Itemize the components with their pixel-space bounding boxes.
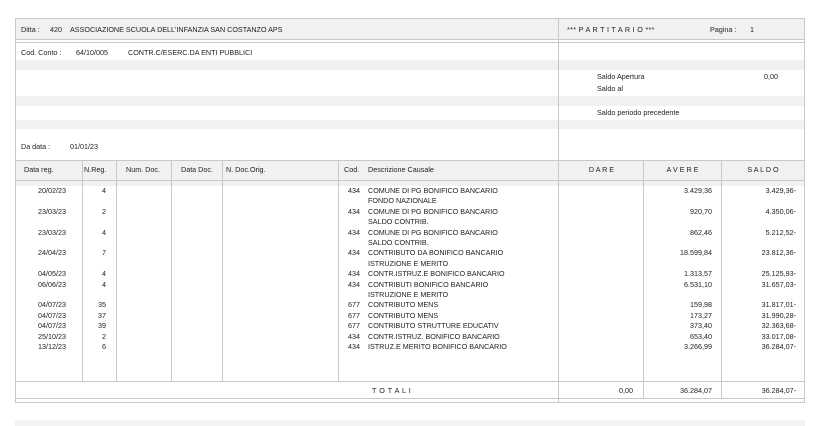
cell-n-reg xyxy=(84,217,106,227)
cell-avere xyxy=(644,259,712,269)
col-cod: Cod. xyxy=(344,165,360,174)
cell-data-reg xyxy=(22,259,66,269)
ditta-name: ASSOCIAZIONE SCUOLA DELL'INFANZIA SAN COSTANZO APS xyxy=(70,25,283,34)
cell-data-reg: 13/12/23 xyxy=(38,342,66,351)
divider xyxy=(558,18,559,403)
cell-desc: SALDO CONTRIB. xyxy=(368,217,429,227)
divider xyxy=(15,39,805,40)
totals-avere: 36.284,07 xyxy=(680,386,712,395)
cell-avere: 3.429,36 xyxy=(684,186,712,195)
cell-avere xyxy=(644,238,712,248)
cell-n-reg: 4 xyxy=(102,269,106,279)
cell-data-reg: 25/10/23 xyxy=(38,331,66,341)
cell-saldo xyxy=(722,259,796,269)
cell-data-reg: 04/07/23 xyxy=(38,310,66,320)
cell-cod xyxy=(340,217,360,227)
cell-dare xyxy=(560,207,633,217)
cell-data-reg: 04/07/23 xyxy=(38,300,66,310)
cell-n-reg: 4 xyxy=(102,186,106,195)
cell-saldo: 31.657,03- xyxy=(761,279,796,289)
cell-avere: 1.313,57 xyxy=(684,269,712,279)
cell-saldo: 36.284,07- xyxy=(761,342,796,351)
cell-dare xyxy=(560,332,633,342)
col-data-reg: Data reg. xyxy=(24,165,54,174)
cell-avere: 653,40 xyxy=(690,331,712,341)
cell-n-reg xyxy=(84,196,106,206)
divider xyxy=(15,381,805,382)
cell-saldo: 31.990,28- xyxy=(761,310,796,320)
cell-dare xyxy=(560,217,633,227)
cell-cod: 434 xyxy=(348,342,360,351)
cell-n-reg: 6 xyxy=(102,342,106,351)
cell-cod: 434 xyxy=(348,248,360,258)
cell-desc: ISTRUZIONE E MERITO xyxy=(368,290,449,299)
cell-dare xyxy=(560,280,633,290)
cell-data-reg: 04/05/23 xyxy=(38,269,66,279)
cell-n-reg xyxy=(84,290,106,300)
cell-desc: CONTRIBUTO MENS xyxy=(368,300,439,310)
saldo-al-label: Saldo al xyxy=(597,84,623,93)
col-data-doc: Data Doc. xyxy=(181,165,213,174)
cell-avere: 6.531,10 xyxy=(684,279,712,289)
cell-n-reg: 39 xyxy=(98,321,106,331)
cell-dare xyxy=(560,321,633,331)
cell-desc: CONTRIBUTO MENS xyxy=(368,310,439,320)
cell-n-reg: 37 xyxy=(98,310,106,320)
cell-data-reg xyxy=(22,217,66,227)
cell-desc: CONTRIBUTO STRUTTURE EDUCATIV xyxy=(368,321,499,331)
band xyxy=(16,120,804,129)
report-title: *** P A R T I T A R I O *** xyxy=(567,25,655,34)
cell-saldo: 4.350,06- xyxy=(765,206,796,216)
cell-n-reg: 7 xyxy=(102,248,106,258)
cell-avere: 18.599,84 xyxy=(680,248,712,258)
da-data-label: Da data : xyxy=(21,142,51,151)
cell-saldo xyxy=(722,196,796,206)
col-num-doc: Num. Doc. xyxy=(126,165,160,174)
cell-cod: 677 xyxy=(348,310,360,320)
totals-saldo: 36.284,07- xyxy=(761,386,796,395)
divider xyxy=(15,42,805,43)
cell-cod xyxy=(340,196,360,206)
cell-data-reg: 04/07/23 xyxy=(38,321,66,331)
divider xyxy=(82,160,83,381)
cell-cod: 434 xyxy=(348,186,360,195)
cell-dare xyxy=(560,300,633,310)
saldo-apertura-label: Saldo Apertura xyxy=(597,72,645,81)
cell-n-reg xyxy=(84,238,106,248)
cell-data-reg xyxy=(22,196,66,206)
cell-avere: 3.266,99 xyxy=(684,342,712,351)
cell-cod xyxy=(340,259,360,269)
cell-n-reg xyxy=(84,259,106,269)
cell-data-reg xyxy=(22,238,66,248)
cell-desc: ISTRUZIONE E MERITO xyxy=(368,258,449,268)
band xyxy=(16,96,804,106)
saldo-apertura-value: 0,00 xyxy=(764,72,778,81)
cell-dare xyxy=(560,269,633,279)
cell-dare xyxy=(560,228,633,238)
cell-cod xyxy=(340,290,360,300)
cell-saldo xyxy=(722,217,796,227)
cell-data-reg: 06/06/23 xyxy=(38,279,66,289)
account-name: CONTR.C/ESERC.DA ENTI PUBBLICI xyxy=(128,48,253,57)
cell-saldo: 32.363,68- xyxy=(761,321,796,331)
cell-avere: 920,70 xyxy=(690,206,712,216)
cell-avere xyxy=(644,196,712,206)
cell-saldo xyxy=(722,238,796,248)
cell-cod: 434 xyxy=(348,279,360,289)
cell-dare xyxy=(560,196,633,206)
cell-desc: ISTRUZ.E MERITO BONIFICO BANCARIO xyxy=(368,342,507,351)
divider xyxy=(15,398,805,399)
cell-saldo: 33.017,08- xyxy=(761,331,796,341)
col-avere: A V E R E xyxy=(666,165,699,174)
cell-data-reg xyxy=(22,290,66,300)
cell-saldo: 31.817,01- xyxy=(761,300,796,310)
cell-avere: 862,46 xyxy=(690,227,712,237)
cell-cod: 677 xyxy=(348,300,360,310)
divider xyxy=(222,160,223,381)
cell-cod: 434 xyxy=(348,227,360,237)
cell-cod: 434 xyxy=(348,269,360,279)
saldo-periodo-label: Saldo periodo precedente xyxy=(597,108,680,117)
divider xyxy=(116,160,117,381)
cell-desc: CONTR.ISTRUZ.E BONIFICO BANCARIO xyxy=(368,269,505,279)
col-n-doc-orig: N. Doc.Orig. xyxy=(226,165,266,174)
cell-saldo: 25.125,93- xyxy=(761,269,796,279)
cell-saldo: 3.429,36- xyxy=(765,186,796,195)
cell-dare xyxy=(560,342,633,352)
totals-label: T O T A L I xyxy=(372,386,412,395)
cell-data-reg: 23/03/23 xyxy=(38,227,66,237)
cell-dare xyxy=(560,238,633,248)
divider xyxy=(171,160,172,381)
cell-saldo: 5.212,52- xyxy=(765,227,796,237)
cell-n-reg: 2 xyxy=(102,331,106,341)
cell-desc: SALDO CONTRIB. xyxy=(368,238,429,247)
footer-strip xyxy=(15,420,805,426)
divider xyxy=(338,160,339,381)
cell-desc: COMUNE DI PG BONIFICO BANCARIO xyxy=(368,227,498,237)
cell-cod xyxy=(340,238,360,248)
cell-n-reg: 4 xyxy=(102,227,106,237)
cell-dare xyxy=(560,311,633,321)
cell-avere: 173,27 xyxy=(690,310,712,320)
col-saldo: S A L D O xyxy=(747,165,779,174)
account-code: 64/10/005 xyxy=(76,48,108,57)
ditta-label: Ditta : xyxy=(21,25,40,34)
cell-data-reg: 23/03/23 xyxy=(38,206,66,216)
cell-saldo xyxy=(722,290,796,300)
cell-desc: CONTRIBUTO DA BONIFICO BANCARIO xyxy=(368,248,504,258)
cell-cod: 677 xyxy=(348,321,360,331)
cell-avere: 159,98 xyxy=(690,300,712,310)
divider xyxy=(15,180,805,181)
cell-desc: COMUNE DI PG BONIFICO BANCARIO xyxy=(368,206,498,216)
page-label: Pagina : xyxy=(710,25,737,34)
cell-saldo: 23.812,36- xyxy=(761,248,796,258)
cell-cod: 434 xyxy=(348,206,360,216)
cell-dare xyxy=(560,248,633,258)
cell-data-reg: 24/04/23 xyxy=(38,248,66,258)
account-label: Cod. Conto : xyxy=(21,48,62,57)
cell-dare xyxy=(560,290,633,300)
cell-desc: FONDO NAZIONALE xyxy=(368,196,437,206)
cell-desc: COMUNE DI PG BONIFICO BANCARIO xyxy=(368,186,498,195)
cell-desc: CONTRIBUTI BONIFICO BANCARIO xyxy=(368,279,489,289)
da-data-value: 01/01/23 xyxy=(70,142,98,151)
totals-dare: 0,00 xyxy=(619,386,633,395)
cell-desc: CONTR.ISTRUZ. BONIFICO BANCARIO xyxy=(368,331,500,341)
col-dare: D A R E xyxy=(588,165,615,174)
cell-cod: 434 xyxy=(348,331,360,341)
cell-avere xyxy=(644,290,712,300)
cell-dare xyxy=(560,259,633,269)
band xyxy=(16,60,804,70)
cell-data-reg: 20/02/23 xyxy=(38,186,66,195)
ditta-code: 420 xyxy=(50,25,62,34)
page-number: 1 xyxy=(750,25,754,34)
cell-avere: 373,40 xyxy=(690,321,712,331)
cell-n-reg: 4 xyxy=(102,279,106,289)
cell-dare xyxy=(560,186,633,196)
cell-n-reg: 2 xyxy=(102,206,106,216)
col-descrizione: Descrizione Causale xyxy=(368,165,434,174)
cell-avere xyxy=(644,217,712,227)
cell-n-reg: 35 xyxy=(98,300,106,310)
col-n-reg: N.Reg. xyxy=(84,165,107,174)
